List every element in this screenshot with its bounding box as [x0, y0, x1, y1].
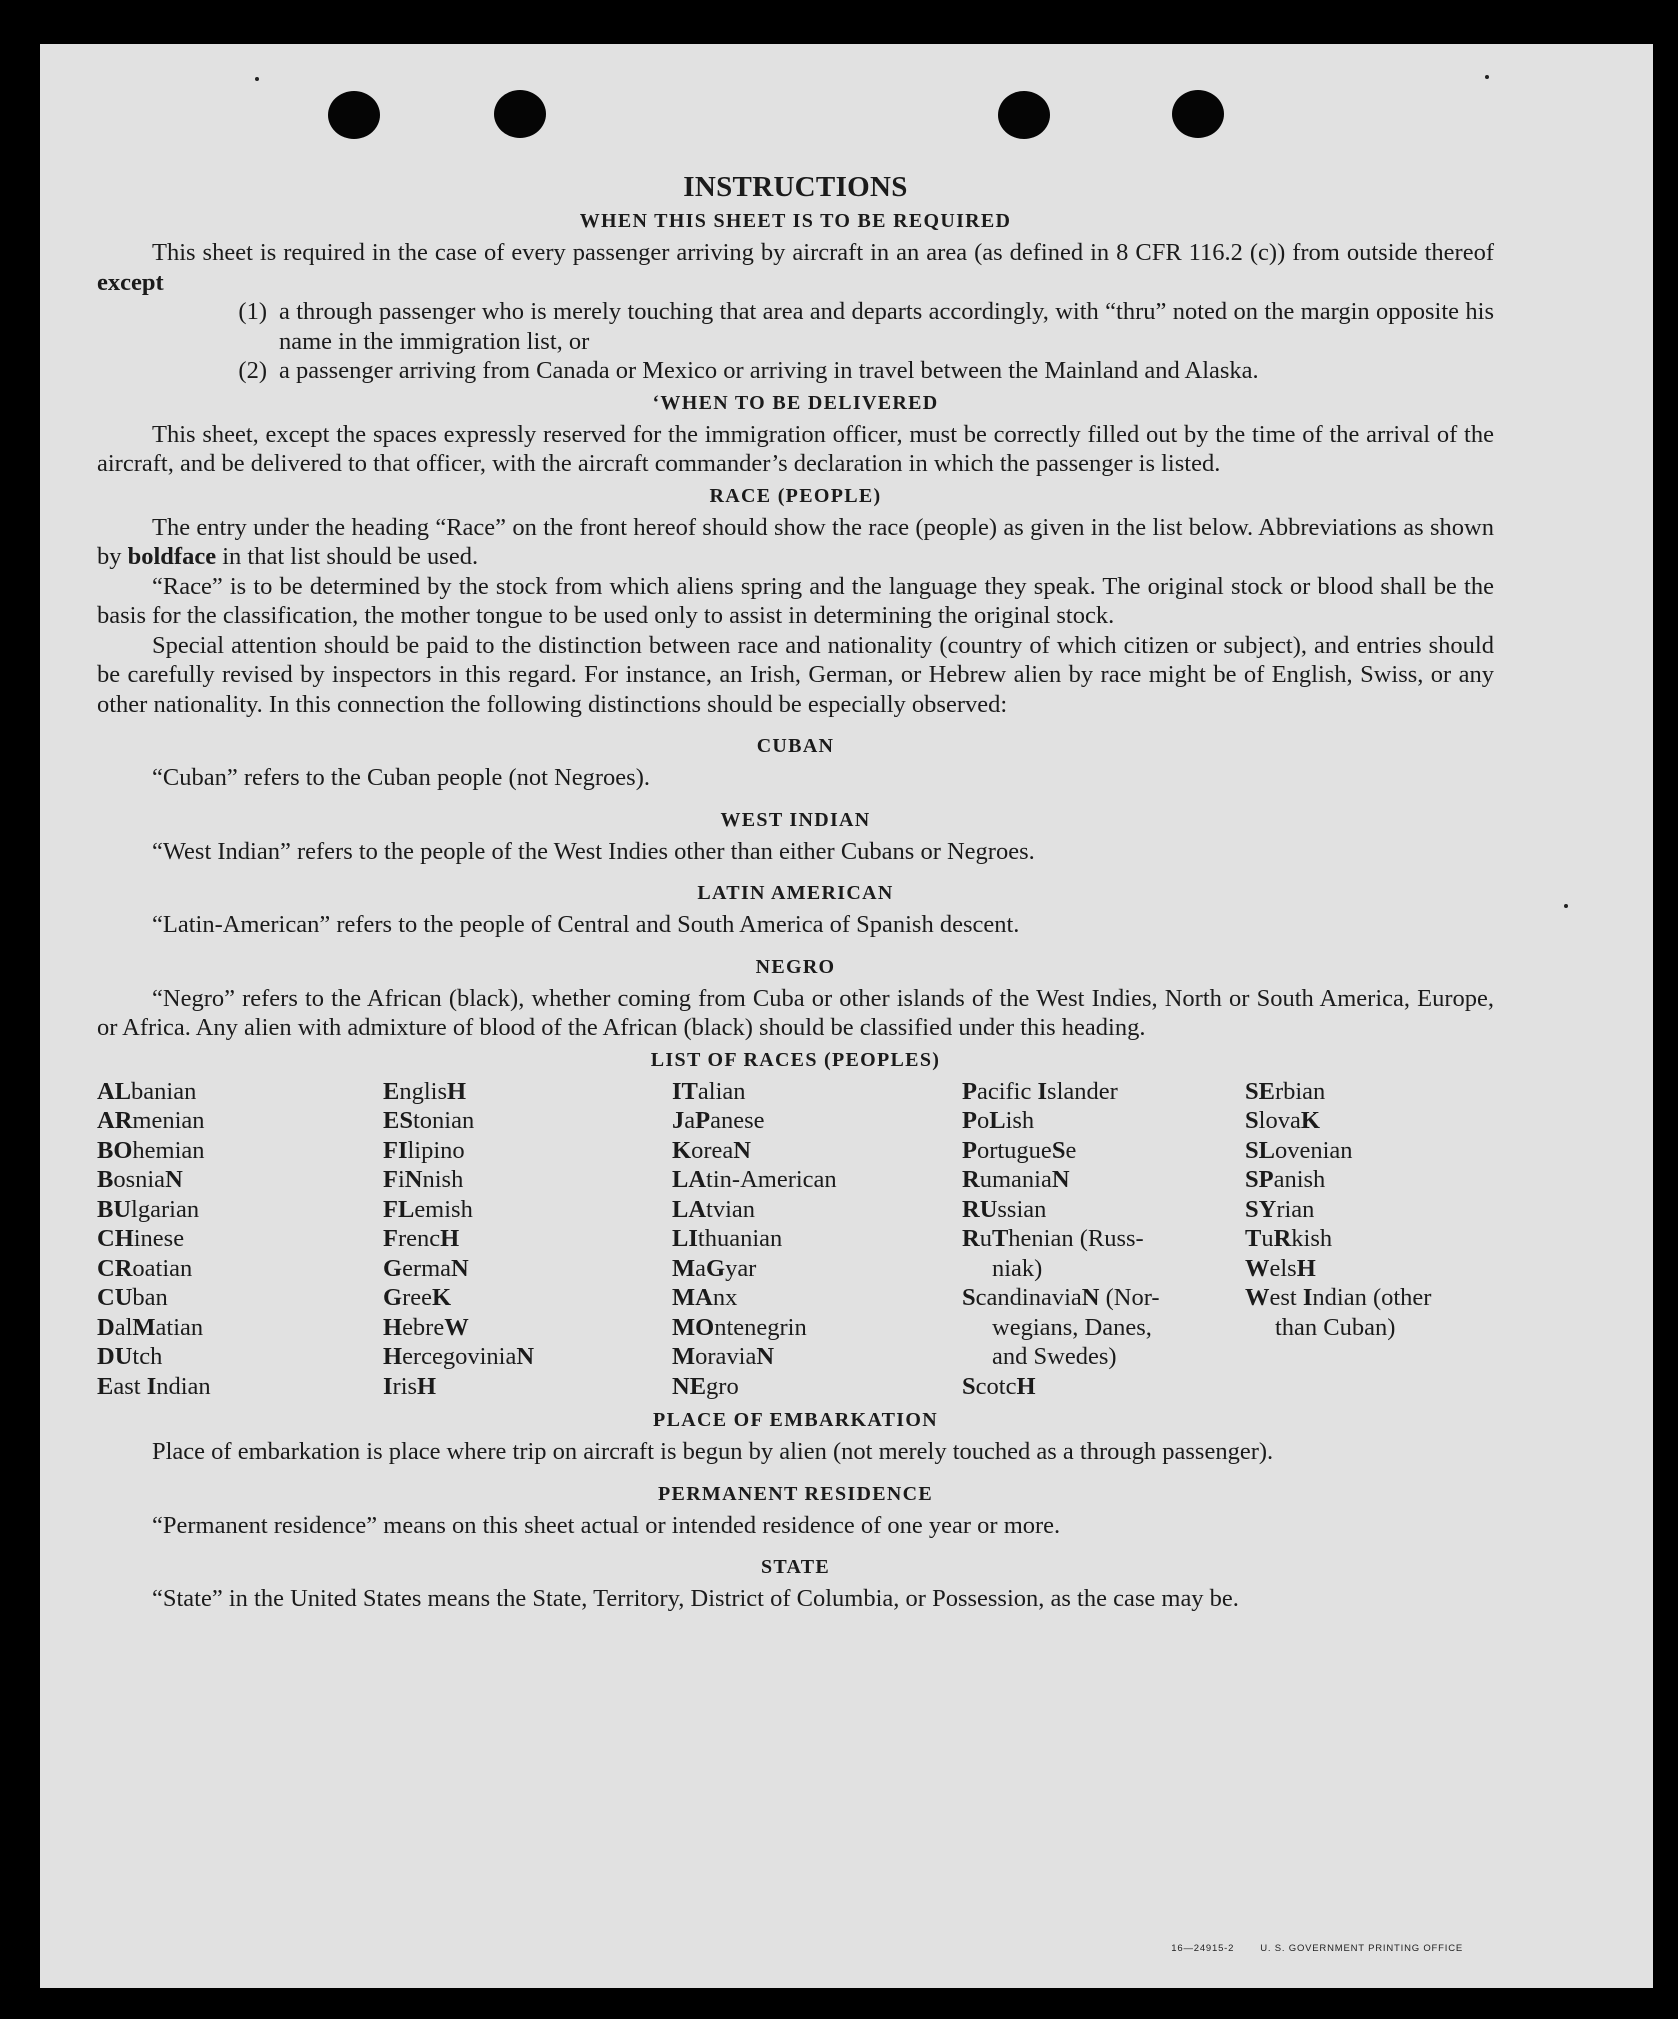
race-abbrev: F [383, 1225, 398, 1252]
paragraph: “Race” is to be determined by the stock from which aliens spring and the language they speak. The original stock or blood shall be the basis for the classification, the mother tongue to be used only to assist in determining the original stock. [97, 572, 1494, 629]
race-text: ree [402, 1284, 432, 1311]
form-footer [1171, 1943, 1463, 1954]
race-entry [962, 1224, 1245, 1254]
race-abbrev: DU [97, 1343, 133, 1370]
race-text: acific [976, 1077, 1038, 1105]
paragraph [97, 513, 1494, 572]
race-entry [672, 1372, 962, 1402]
item-number: (2) [238, 357, 267, 384]
list-item [97, 356, 1494, 386]
race-abbrev: I [146, 1372, 157, 1400]
race-abbrev: N [451, 1254, 469, 1282]
race-entry [1245, 1195, 1494, 1225]
race-list [97, 1077, 1494, 1402]
race-text: i [397, 1166, 405, 1193]
race-abbrev: H [383, 1313, 403, 1341]
race-abbrev: E [97, 1372, 114, 1400]
race-abbrev: S [1051, 1136, 1066, 1164]
race-abbrev: H [1296, 1254, 1316, 1282]
paragraph: This sheet, except the spaces expressly reserved for the immigration officer, must be correctly filled out by the time of the arrival of the aircraft, and be delivered to that officer, with the aircraft commander’s declaration in which the passenger is listed. [97, 420, 1494, 477]
punch-hole [328, 91, 380, 139]
race-entry [962, 1313, 1245, 1343]
race-entry [672, 1313, 962, 1343]
race-abbrev: MA [672, 1284, 713, 1311]
race-entry [962, 1165, 1245, 1195]
race-entry [1245, 1077, 1494, 1107]
race-entry [672, 1254, 962, 1284]
race-entry [1245, 1224, 1494, 1254]
race-abbrev: I [383, 1372, 393, 1400]
item-text: a through passenger who is merely touching that area and departs accordingly, with “thru” noted on the margin opposite his name in the immigration list, or [279, 298, 1494, 355]
race-entry [383, 1136, 672, 1166]
race-abbrev: W [1245, 1254, 1270, 1282]
race-text: yar [725, 1254, 757, 1282]
race-entry [672, 1106, 962, 1136]
race-abbrev: H [383, 1343, 403, 1370]
text: This sheet is required in the case of every passenger arriving by aircraft in an area (as defined in 8 CFR 116.2 (c)) from outside thereof [152, 239, 1494, 266]
race-text: niak) [992, 1254, 1043, 1282]
race-abbrev: SP [1245, 1166, 1274, 1193]
section-heading: WHEN THIS SHEET IS TO BE REQUIRED [579, 210, 1012, 232]
race-text: rbian [1274, 1077, 1326, 1105]
race-entry [962, 1106, 1245, 1136]
race-abbrev: H [417, 1372, 437, 1400]
race-entry [383, 1342, 672, 1372]
race-entry [383, 1372, 672, 1402]
race-text: than Cuban) [1275, 1313, 1396, 1341]
race-text: lova [1258, 1107, 1301, 1134]
race-text: oravia [695, 1343, 757, 1370]
race-text: slander [1047, 1077, 1118, 1105]
race-text: u [979, 1225, 992, 1252]
race-text: els [1269, 1254, 1297, 1282]
race-entry [97, 1254, 383, 1284]
race-abbrev: BO [97, 1136, 133, 1164]
race-entry [962, 1283, 1245, 1313]
race-column [383, 1077, 672, 1402]
race-text: renc [397, 1225, 441, 1252]
race-abbrev: H [1016, 1372, 1036, 1400]
race-entry [383, 1313, 672, 1343]
race-entry [962, 1195, 1245, 1225]
race-abbrev: IT [672, 1077, 698, 1105]
race-entry [672, 1224, 962, 1254]
punch-hole [998, 91, 1050, 139]
race-entry [1245, 1313, 1494, 1343]
section-heading: STATE [760, 1556, 831, 1578]
race-text: nglis [399, 1077, 447, 1105]
race-text: ris [392, 1372, 418, 1400]
race-column [97, 1077, 383, 1402]
race-text: anish [1273, 1166, 1326, 1193]
bold-text: except [97, 268, 164, 296]
race-abbrev: L [989, 1107, 1006, 1134]
section-heading: RACE (PEOPLE) [709, 484, 882, 507]
race-text: ast [113, 1372, 147, 1400]
speck [255, 77, 259, 81]
race-abbrev: LA [672, 1166, 707, 1193]
race-entry [672, 1283, 962, 1313]
text: in that list should be used. [222, 543, 479, 570]
race-abbrev: M [672, 1343, 696, 1370]
race-abbrev: G [706, 1254, 726, 1282]
race-abbrev: SE [1245, 1077, 1275, 1105]
race-text: a [684, 1107, 696, 1134]
race-abbrev: N [1081, 1284, 1100, 1311]
race-entry [672, 1165, 962, 1195]
race-abbrev: D [97, 1313, 115, 1341]
race-entry [962, 1254, 1245, 1284]
race-text: tin-American [706, 1166, 837, 1193]
race-entry [383, 1195, 672, 1225]
race-text: ssian [997, 1195, 1047, 1223]
paragraph: “West Indian” refers to the people of the West Indies other than either Cubans or Negroes. [152, 837, 1035, 865]
race-abbrev: FL [383, 1195, 415, 1223]
race-text: lgarian [131, 1195, 200, 1223]
document-page [40, 44, 1653, 1988]
race-abbrev: RU [962, 1195, 998, 1223]
race-abbrev: N [404, 1166, 423, 1193]
race-entry [672, 1077, 962, 1107]
race-text: u [1261, 1225, 1274, 1252]
race-entry [1245, 1165, 1494, 1195]
race-entry [383, 1106, 672, 1136]
race-text: tvian [706, 1195, 756, 1223]
race-text: ban [132, 1284, 168, 1311]
race-abbrev: N [1051, 1166, 1070, 1193]
race-abbrev: MO [672, 1313, 715, 1341]
race-abbrev: SL [1245, 1136, 1275, 1164]
race-abbrev: S [1245, 1107, 1259, 1134]
race-abbrev: P [962, 1077, 977, 1105]
section-heading: PERMANENT RESIDENCE [658, 1482, 933, 1505]
race-entry [1245, 1283, 1494, 1313]
race-text: orea [691, 1136, 734, 1164]
race-abbrev: LI [672, 1225, 698, 1252]
race-text: emish [414, 1195, 473, 1223]
race-entry [97, 1372, 383, 1402]
race-column [962, 1077, 1245, 1402]
race-text: atian [155, 1313, 204, 1341]
race-abbrev: M [672, 1254, 696, 1282]
race-text: ebre [402, 1313, 445, 1341]
race-abbrev: W [444, 1313, 469, 1341]
race-abbrev: CU [97, 1284, 133, 1311]
item-number: (1) [238, 298, 267, 325]
race-text: anese [710, 1107, 765, 1134]
race-entry [97, 1224, 383, 1254]
race-abbrev: N [733, 1136, 751, 1164]
text: The entry under the heading “Race” on the front hereof should show the race (people) as given in the list below. Abbreviations as shown by [97, 513, 1494, 570]
paragraph: Place of embarkation is place where trip on aircraft is begun by alien (not merely touched as a through passenger). [152, 1438, 1274, 1465]
race-text: henian (Russ- [1008, 1225, 1144, 1252]
speck [1564, 904, 1568, 908]
race-entry [672, 1136, 962, 1166]
paragraph: “State” in the United States means the State, Territory, District of Columbia, or Possession, as the case may be. [152, 1585, 1239, 1612]
race-abbrev: G [383, 1284, 403, 1311]
race-entry [1245, 1254, 1494, 1284]
race-abbrev: H [440, 1225, 460, 1252]
race-abbrev: G [383, 1254, 403, 1282]
race-text: nx [712, 1284, 738, 1311]
section-heading: ‘WHEN TO BE DELIVERED [652, 391, 939, 414]
race-text: rian [1276, 1195, 1315, 1223]
race-abbrev: S [962, 1284, 976, 1311]
race-abbrev: N [756, 1343, 775, 1370]
race-abbrev: R [962, 1225, 980, 1252]
race-abbrev: N [516, 1343, 535, 1370]
race-abbrev: B [97, 1166, 114, 1193]
race-text: candinavia [975, 1284, 1082, 1311]
race-text: inese [133, 1225, 185, 1252]
race-abbrev: E [383, 1077, 400, 1105]
race-entry [97, 1106, 383, 1136]
race-text: al [114, 1313, 133, 1341]
race-column [1245, 1077, 1494, 1402]
race-abbrev: K [1300, 1107, 1320, 1134]
race-abbrev: F [383, 1166, 398, 1193]
race-entry [383, 1165, 672, 1195]
printer-imprint: U. S. GOVERNMENT PRINTING OFFICE [1260, 1943, 1463, 1954]
section-heading: LATIN AMERICAN [697, 882, 894, 904]
race-abbrev: CH [97, 1225, 134, 1252]
race-abbrev: R [1273, 1225, 1292, 1252]
race-text: ndian (other [1312, 1284, 1432, 1311]
race-abbrev: T [1245, 1225, 1262, 1252]
race-text: ortugue [976, 1136, 1052, 1164]
race-entry [383, 1283, 672, 1313]
race-text: and Swedes) [992, 1343, 1117, 1370]
race-abbrev: ES [383, 1107, 413, 1134]
section-heading: NEGRO [755, 955, 836, 978]
race-abbrev: J [672, 1107, 685, 1134]
race-text: kish [1291, 1225, 1333, 1252]
paragraph: “Permanent residence” means on this sheet actual or intended residence of one year or more. [152, 1511, 1061, 1539]
race-text: ovenian [1274, 1136, 1353, 1164]
race-text: a [695, 1254, 706, 1282]
race-abbrev: K [672, 1136, 692, 1164]
section-heading: CUBAN [756, 735, 835, 757]
speck [1485, 75, 1489, 79]
punch-hole [1172, 90, 1224, 138]
paragraph: Special attention should be paid to the distinction between race and nationality (country of which citizen or subject), and entries should be carefully revised by inspectors in this regard. For instance, an Irish, German, or Hebrew alien by race might be of English, Swiss, or any other nationality. In this connection the following distinctions should be especially observed: [97, 631, 1494, 718]
section-heading: PLACE OF EMBARKATION [653, 1409, 938, 1431]
race-entry [1245, 1106, 1494, 1136]
paragraph: “Latin-American” refers to the people of Central and South America of Spanish descent. [152, 911, 1020, 938]
race-abbrev: P [962, 1136, 977, 1164]
race-abbrev: I [1037, 1077, 1048, 1105]
race-text: ish [1005, 1107, 1035, 1134]
race-text: erma [402, 1254, 452, 1282]
race-text: osnia [113, 1166, 166, 1193]
race-text: ndian [156, 1372, 211, 1400]
race-entry [97, 1165, 383, 1195]
race-text: gro [706, 1372, 739, 1400]
race-entry [97, 1077, 383, 1107]
bold-text: boldface [127, 543, 217, 570]
race-text: e [1065, 1136, 1077, 1164]
race-entry [672, 1195, 962, 1225]
race-entry [383, 1224, 672, 1254]
race-text: oatian [132, 1254, 193, 1282]
race-entry [383, 1254, 672, 1284]
race-entry [97, 1136, 383, 1166]
race-abbrev: P [695, 1107, 711, 1134]
race-abbrev: I [1302, 1284, 1313, 1311]
race-entry [962, 1342, 1245, 1372]
race-text: tch [132, 1343, 163, 1370]
race-abbrev: AL [97, 1077, 132, 1105]
race-entry [97, 1283, 383, 1313]
race-abbrev: S [962, 1372, 976, 1400]
race-abbrev: AR [97, 1107, 133, 1134]
race-abbrev: H [447, 1077, 467, 1105]
section-heading: LIST OF RACES (PEOPLES) [650, 1048, 941, 1071]
race-abbrev: P [962, 1107, 977, 1134]
race-text: banian [131, 1077, 197, 1105]
race-text: umania [979, 1166, 1052, 1193]
item-text: a passenger arriving from Canada or Mexico or arriving in travel between the Mainland and Alaska. [279, 357, 1259, 384]
race-text: o [976, 1107, 990, 1134]
race-text: hemian [132, 1136, 205, 1164]
race-entry [383, 1077, 672, 1107]
race-abbrev: BU [97, 1195, 132, 1223]
page-title: INSTRUCTIONS [683, 171, 908, 203]
race-text: alian [697, 1077, 746, 1105]
race-entry [97, 1342, 383, 1372]
punch-hole [494, 90, 546, 138]
race-abbrev: NE [672, 1372, 707, 1400]
paragraph: “Negro” refers to the African (black), whether coming from Cuba or other islands of the West Indies, North or South America, Europe, or Africa. Any alien with admixture of blood of the African (black) should be classified under this heading. [97, 984, 1494, 1041]
race-abbrev: SY [1245, 1195, 1277, 1223]
race-text: est [1269, 1284, 1303, 1311]
race-entry [962, 1136, 1245, 1166]
race-text: cotc [975, 1372, 1017, 1400]
race-abbrev: T [991, 1225, 1009, 1252]
race-entry [97, 1313, 383, 1343]
race-text: (Nor- [1099, 1284, 1160, 1311]
race-abbrev: CR [97, 1254, 133, 1282]
race-text: tonian [412, 1107, 475, 1134]
race-text: nish [422, 1166, 464, 1193]
race-text: menian [132, 1107, 205, 1134]
section-heading: WEST INDIAN [720, 808, 871, 831]
race-abbrev: K [431, 1284, 452, 1311]
race-entry [1245, 1136, 1494, 1166]
race-abbrev: W [1245, 1284, 1270, 1311]
race-abbrev: R [962, 1166, 980, 1193]
race-abbrev: LA [672, 1195, 707, 1223]
paragraph [97, 238, 1494, 297]
race-entry [672, 1342, 962, 1372]
race-abbrev: N [165, 1166, 183, 1193]
race-abbrev: FI [383, 1136, 408, 1164]
form-code: 16—24915-2 [1171, 1943, 1235, 1954]
race-entry [97, 1195, 383, 1225]
race-abbrev: M [132, 1313, 156, 1341]
race-text: lipino [407, 1136, 465, 1164]
race-text: ntenegrin [714, 1313, 807, 1341]
race-text: thuanian [697, 1225, 783, 1252]
instructions-body [97, 170, 1494, 1614]
paragraph: “Cuban” refers to the Cuban people (not Negroes). [152, 764, 650, 791]
race-text: ercegovinia [402, 1343, 517, 1370]
list-item [97, 297, 1494, 356]
race-entry [962, 1077, 1245, 1107]
race-text: wegians, Danes, [992, 1313, 1152, 1341]
race-column [672, 1077, 962, 1402]
race-entry [962, 1372, 1245, 1402]
